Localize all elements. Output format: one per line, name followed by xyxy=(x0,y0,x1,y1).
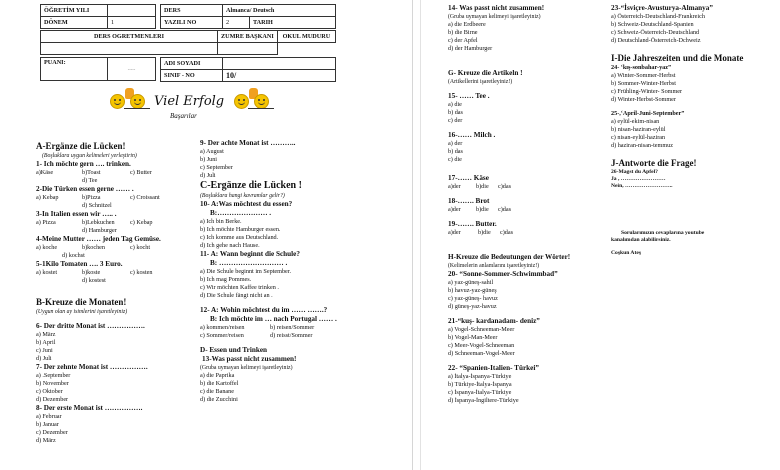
option[interactable]: b) Ich möchte Hamburger essen. xyxy=(200,226,281,233)
option[interactable]: c)das xyxy=(498,183,512,190)
question-25: 25-,‘April-Juni-September” xyxy=(611,110,685,117)
option[interactable]: c) Wir möchten Kaffee trinken . xyxy=(200,284,279,291)
option[interactable]: b)Toast xyxy=(82,169,101,176)
smiley-icon xyxy=(234,94,249,109)
option[interactable]: c) der Apfel xyxy=(448,37,478,44)
option[interactable]: d) reisst/Sommer xyxy=(270,332,313,339)
question-13-hint: (Gruba uymayan kelimeyi işaretleyiniz) xyxy=(200,365,293,371)
question-5: 5-1Kilo Tomaten …. 3 Euro. xyxy=(36,260,123,268)
option[interactable]: d) güneş-yaz-havuz xyxy=(448,303,497,310)
option[interactable]: a) Die Schule beginnt im September. xyxy=(200,268,292,275)
course-table xyxy=(160,4,336,29)
option[interactable]: b) Türkiye-İtalya-İspanya xyxy=(448,381,512,388)
option[interactable]: d) Die Schule fängt nicht an . xyxy=(200,292,273,299)
option[interactable]: c) İspanya-İtalya-Türkiye xyxy=(448,389,512,396)
section-g-title: G- Kreuze die Artikeln ! xyxy=(448,69,523,77)
option[interactable]: b) havuz-yaz-güneş xyxy=(448,287,497,294)
page-gutter xyxy=(390,0,448,470)
section-a-title: A-Ergänze die Lücken! xyxy=(36,141,126,151)
worksheet-page-2 xyxy=(448,0,780,470)
adi-soyadi-value xyxy=(223,58,336,70)
answer-nein[interactable]: Nein, …………………….. xyxy=(611,183,673,189)
option[interactable]: b)Pizza xyxy=(82,194,101,201)
puani-value: .......... xyxy=(108,58,156,81)
option[interactable]: a) koche xyxy=(36,244,58,251)
option[interactable]: c) Kebap xyxy=(130,219,153,226)
option[interactable]: c)das xyxy=(500,229,514,236)
question-23: 23-“İsviçre-Avusturya-Almanya” xyxy=(611,4,713,12)
option[interactable]: d) Ich gehe nach Hause. xyxy=(200,242,260,249)
option[interactable]: b) das xyxy=(448,148,463,155)
question-21: 21-“kuş- kardanadam- deniz” xyxy=(448,317,540,325)
question-6: 6- Der dritte Monat ist ……………. xyxy=(36,322,145,330)
question-24: 24- ‘kış-sonbahar-yaz” xyxy=(611,64,672,71)
option[interactable]: a) Vogel-Schneeman-Meer xyxy=(448,326,515,333)
option[interactable]: d) Schneeman-Vogel-Meer xyxy=(448,350,515,357)
question-16: 16-…… Milch . xyxy=(448,131,496,139)
year-term-table xyxy=(40,4,156,29)
option[interactable]: a) kostet xyxy=(36,269,58,276)
question-2: 2-Die Türken essen gerne …… . xyxy=(36,185,134,193)
option[interactable]: c) Meer-Vogel-Schneeman xyxy=(448,342,515,349)
option[interactable]: d) der Hamburger xyxy=(448,45,493,52)
option[interactable]: c) Schweiz-Österreich-Deutschland xyxy=(611,29,700,36)
option[interactable]: b) Juni xyxy=(200,156,218,163)
question-9: 9- Der achte Monat ist ……….. xyxy=(200,139,296,147)
option[interactable]: b)koste xyxy=(82,269,101,276)
option[interactable]: c) Oktober xyxy=(36,388,63,395)
tarih-label: TARIH xyxy=(250,17,336,29)
option[interactable]: b) reisen/Sommer xyxy=(270,324,315,331)
option[interactable]: b) Januar xyxy=(36,421,59,428)
option[interactable]: a) Ich bin Berke. xyxy=(200,218,242,225)
option[interactable]: c) nisan-eylül-haziran xyxy=(611,134,666,141)
option[interactable]: a)Käse xyxy=(36,169,54,176)
question-12-b: B: Ich möchte im … nach Portugal …… . xyxy=(210,315,337,323)
option[interactable]: d) Juli xyxy=(200,172,216,179)
ders-value: Almanca/ Deutsch xyxy=(223,5,336,17)
smiley-icon xyxy=(130,94,145,109)
option[interactable]: d) kochst xyxy=(62,252,85,259)
sinif-no-value: 10/ xyxy=(223,70,336,82)
section-i-title: I-Die Jahreszeiten und die Monate xyxy=(611,53,744,63)
option[interactable]: a)der xyxy=(448,229,461,236)
question-17: 17-…… Käse xyxy=(448,174,489,182)
section-c-hint: (Boşluklara hangi kavramlar gelir?) xyxy=(200,193,285,199)
option[interactable]: c) kosten xyxy=(130,269,153,276)
ogretim-yili-label: ÖĞRETİM YILI xyxy=(41,5,108,17)
option[interactable]: d) Deutschland-Österreich-Dchweiz xyxy=(611,37,701,44)
option[interactable]: a) die Erdbeere xyxy=(448,21,486,28)
option[interactable]: d) kostest xyxy=(82,277,106,284)
yazili-no-label: YAZILI NO xyxy=(161,17,223,29)
section-j-title: J-Antworte die Frage! xyxy=(611,158,697,168)
question-15: 15- …… Tee . xyxy=(448,92,490,100)
option[interactable]: b) Ich mag Pommes. xyxy=(200,276,252,283)
option[interactable]: b) die Birne xyxy=(448,29,478,36)
option[interactable]: a) Kebap xyxy=(36,194,59,201)
option[interactable]: a) İtalya-İspanya-Türkiye xyxy=(448,373,512,380)
question-20: 20- “Sonne-Sommer-Schwimmbad” xyxy=(448,270,558,278)
option[interactable]: a) yaz-güneş-sahil xyxy=(448,279,494,286)
question-22: 22- “Spanien-Italien- Türkei” xyxy=(448,364,539,372)
adi-soyadi-label: ADI SOYADI xyxy=(161,58,223,70)
question-18: 18-……. Brot xyxy=(448,197,490,205)
option[interactable]: b) Schweiz-Deutschland-Spanien xyxy=(611,21,694,28)
option[interactable]: b)Lebkuchen xyxy=(82,219,115,226)
option[interactable]: a) der xyxy=(448,140,463,147)
question-7: 7- Der zehnte Monat ist ……………. xyxy=(36,363,148,371)
option[interactable]: c)das xyxy=(498,206,512,213)
question-14-hint: (Gruba uymayan kelimeyi işaretleyiniz) xyxy=(448,14,541,20)
okul-muduru-label: OKUL MUDURU xyxy=(277,31,335,43)
option[interactable]: b) nisan-haziran-eylül xyxy=(611,126,666,133)
question-1: 1- Ich möchte gern …. trinken. xyxy=(36,160,131,168)
question-11: 11- A: Wann beginnt die Schule? xyxy=(200,250,300,258)
option[interactable]: c) Ich komme aus Deutschland. xyxy=(200,234,279,241)
option[interactable]: c) Croissant xyxy=(130,194,160,201)
option[interactable]: b) die Kartoffel xyxy=(200,380,239,387)
column-3 xyxy=(448,4,608,405)
option[interactable]: c) September xyxy=(200,164,233,171)
zumre-baskani-cell xyxy=(218,43,278,55)
option[interactable]: a)der xyxy=(448,183,461,190)
column-2 xyxy=(200,139,370,404)
option[interactable]: a) Februar xyxy=(36,413,62,420)
question-3: 3-In Italien essen wir ….. . xyxy=(36,210,117,218)
option[interactable]: a) .September xyxy=(36,372,71,379)
option[interactable]: d) Tee xyxy=(82,177,98,184)
banner-title: Viel Erfolg xyxy=(154,94,225,109)
section-g-hint: (Artikellerini işaretleyiniz!) xyxy=(448,79,513,85)
section-b-title: B-Kreuze die Monaten! xyxy=(36,297,127,307)
question-8: 8- Der erste Monat ist ……………. xyxy=(36,404,143,412)
option[interactable]: a) Österreich-Deutschland-Frankreich xyxy=(611,13,705,20)
teachers-table xyxy=(40,30,336,55)
option[interactable]: a) kommen/reisen xyxy=(200,324,245,331)
option[interactable]: b)kochen xyxy=(82,244,106,251)
yazili-no-value: 2 xyxy=(223,17,250,29)
option[interactable]: d) İspanya-İngiltere-Türkiye xyxy=(448,397,519,404)
option[interactable]: d) Juli xyxy=(36,355,52,362)
option[interactable]: c) die xyxy=(448,156,462,163)
question-10: 10- A:Was möchtest du essen? xyxy=(200,200,293,208)
option[interactable]: b) Sommer-Winter-Herbst xyxy=(611,80,676,87)
section-c-title: C-Ergänze die Lücken ! xyxy=(200,180,302,191)
section-d-title: D- Essen und Trinken xyxy=(200,346,268,354)
option[interactable]: b) Vogel-Man-Meer xyxy=(448,334,498,341)
column-4 xyxy=(611,4,780,257)
donem-value: 1 xyxy=(108,17,156,29)
option[interactable]: c) Butter xyxy=(130,169,152,176)
question-10-b: B:………………… . xyxy=(210,209,272,217)
column-1 xyxy=(36,139,196,445)
smiley-icon xyxy=(110,94,125,109)
answer-ja[interactable]: Ja , …………………… xyxy=(611,176,666,182)
footer-author: Coşkun Ateş xyxy=(611,250,641,256)
option[interactable]: d) haziran-nisan-temmuz xyxy=(611,142,674,149)
sinif-no-label: SINIF - NO xyxy=(161,70,223,82)
question-4: 4-Meine Mutter …… jeden Tag Gemüse. xyxy=(36,235,161,243)
section-h-title: H-Kreuze die Bedeutungen der Wörter! xyxy=(448,253,571,261)
banner-subtitle: Başarılar xyxy=(170,112,197,120)
option[interactable]: a) März xyxy=(36,331,56,338)
option[interactable]: b)die xyxy=(476,206,489,213)
option[interactable]: b) April xyxy=(36,339,56,346)
question-19: 19-……. Butter. xyxy=(448,220,497,228)
ders-ogretmenleri-cell xyxy=(41,43,218,55)
option[interactable]: c) Sommer/reisen xyxy=(200,332,244,339)
student-table xyxy=(160,57,336,82)
option[interactable]: d) Schnitzel xyxy=(82,202,112,209)
option[interactable]: c) Dezember xyxy=(36,429,68,436)
ders-ogretmenleri-label: DERS OGRETMENLERI xyxy=(41,31,218,43)
option[interactable]: c) die Banane xyxy=(200,388,235,395)
footer-note: Sorularımızın cevaplarına youtube kanalımdan alabilirsiniz. xyxy=(611,230,705,243)
section-b-hint: (Uygun olan ay isimlerini işaretleyiniz) xyxy=(36,309,128,315)
question-26: 26-Magst du Apfel? xyxy=(611,169,658,175)
score-table xyxy=(40,57,156,81)
option[interactable]: c) yaz-güneş- havuz xyxy=(448,295,498,302)
option[interactable]: d) Hamburger xyxy=(82,227,117,234)
donem-label: DÖNEM xyxy=(41,17,108,29)
option[interactable]: a) Pizza xyxy=(36,219,56,226)
question-12: 12- A: Wohin möchtest du im …… …….? xyxy=(200,306,328,314)
option[interactable]: c) der xyxy=(448,117,463,124)
puani-label: PUANI: xyxy=(41,58,108,81)
option[interactable]: a) die xyxy=(448,101,462,108)
option[interactable]: a)der xyxy=(448,206,461,213)
option[interactable]: a) eylül-ekim-nisan xyxy=(611,118,660,125)
ogretim-yili-value xyxy=(108,5,156,17)
option[interactable]: a) die Paprika xyxy=(200,372,235,379)
option[interactable]: d) die Zucchini xyxy=(200,396,238,403)
option[interactable]: d) März xyxy=(36,437,56,444)
option[interactable]: a) Winter-Sommer-Herbst xyxy=(611,72,676,79)
option[interactable]: c) kocht xyxy=(130,244,151,251)
option[interactable]: b) das xyxy=(448,109,463,116)
option[interactable]: b) November xyxy=(36,380,69,387)
option[interactable]: b)die xyxy=(476,183,489,190)
option[interactable]: c) Juni xyxy=(36,347,53,354)
option[interactable]: a) August xyxy=(200,148,224,155)
zumre-baskani-label: ZUMRE BAŞKANI xyxy=(218,31,278,43)
section-h-hint: (Kelimelerin anlamlarını işaretleyiniz!) xyxy=(448,263,540,269)
section-a-hint: (Boşluklara uygun kelimeleri yerleştirin) xyxy=(42,153,137,159)
good-luck-banner xyxy=(108,86,298,126)
question-13: 13-Was passt nicht zusammen! xyxy=(202,355,297,363)
smiley-icon xyxy=(254,94,269,109)
option[interactable]: d) Dezember xyxy=(36,396,69,403)
question-14: 14- Was passt nicht zusammen! xyxy=(448,4,545,12)
option[interactable]: b)die xyxy=(478,229,491,236)
question-11-b: B: ……………………… . xyxy=(210,259,288,267)
ders-label: DERS xyxy=(161,5,223,17)
option[interactable]: d) Winter-Herbst-Sommer xyxy=(611,96,676,103)
option[interactable]: c) Frühling-Winter- Sommer xyxy=(611,88,683,95)
